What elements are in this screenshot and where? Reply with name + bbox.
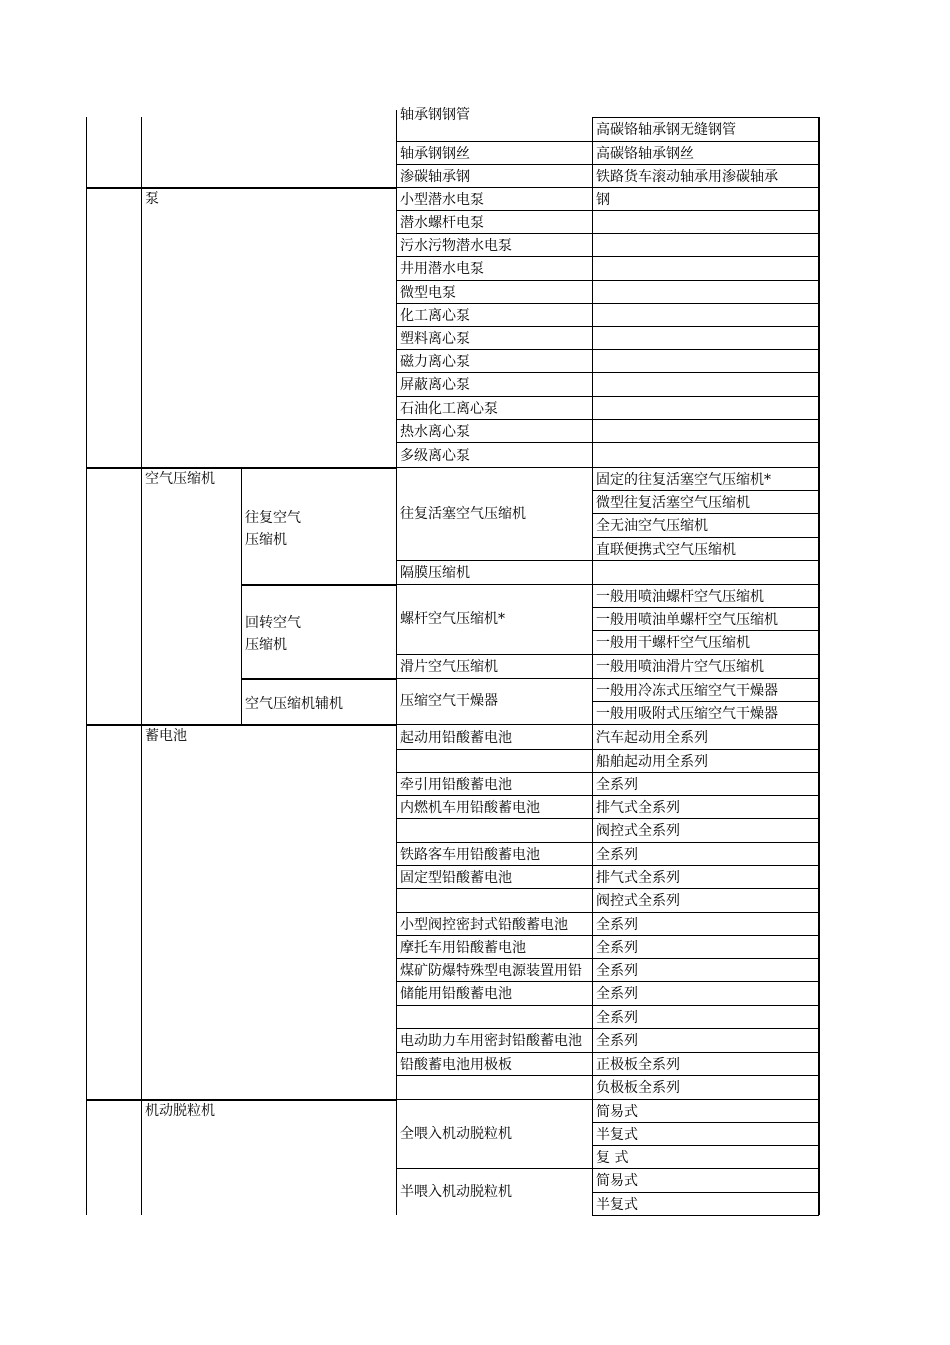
product-cell: 微型电泵 [400,284,456,301]
grid-line-v [86,117,87,1215]
model-cell: 铁路货车滚动轴承用渗碳轴承 [596,168,778,185]
model-cell: 全系列 [596,1009,638,1026]
model-cell: 全系列 [596,1033,638,1049]
model-cell: 排气式全系列 [596,799,680,816]
grid-line-h [396,1075,593,1076]
grid-line-h [241,584,397,586]
model-cell: 一般用吸附式压缩空气干燥器 [596,705,778,722]
grid-line-h [592,210,819,211]
grid-line-h [592,584,819,585]
grid-line-h [396,935,593,936]
grid-line-h [396,1168,593,1169]
grid-line-h [396,141,593,142]
grid-line-h [396,442,593,443]
grid-line-h [396,818,593,819]
merged-product-cell: 往复活塞空气压缩机 [400,505,526,522]
grid-line-h [592,1075,819,1076]
grid-line-h [592,326,819,327]
grid-line-h [592,1168,819,1169]
product-cell: 滑片空气压缩机 [400,659,498,675]
merged-product-cell: 压缩空气干燥器 [400,693,498,709]
subgroup-cell: 往复空气 压缩机 [245,509,301,548]
grid-line-h [592,724,819,725]
model-cell: 微型往复活塞空气压缩机 [596,494,750,511]
model-cell: 钢 [596,191,610,208]
merged-product-cell: 半喂入机动脱粒机 [400,1183,512,1200]
grid-line-h [241,678,397,680]
model-cell: 全系列 [596,776,638,793]
product-cell: 塑料离心泵 [400,330,470,347]
model-cell: 复 式 [596,1149,629,1166]
model-cell: 排气式全系列 [596,869,680,886]
grid-line-v [241,467,242,724]
product-cell: 井用潜水电泵 [400,261,484,277]
grid-line-h [396,256,593,257]
grid-line-h [396,372,593,373]
grid-line-h [86,467,397,469]
grid-line-h [592,842,819,843]
product-cell: 起动用铅酸蓄电池 [400,729,512,746]
product-cell: 隔膜压缩机 [400,565,470,581]
grid-line-h [592,888,819,889]
grid-line-h [592,560,819,561]
product-cell: 热水离心泵 [400,423,470,440]
grid-line-h [592,164,819,165]
grid-line-h [592,187,819,188]
category-cell: 蓄电池 [145,728,187,744]
grid-line-h [396,795,593,796]
model-cell: 全系列 [596,916,638,933]
model-cell: 全无油空气压缩机 [596,518,708,534]
grid-line-h [592,1005,819,1006]
product-cell: 牵引用铅酸蓄电池 [400,776,512,793]
grid-line-h [592,490,819,491]
grid-line-h [592,396,819,397]
grid-line-h [592,1192,819,1193]
product-cell: 多级离心泵 [400,447,470,464]
model-cell: 简易式 [596,1103,638,1120]
grid-line-h [396,560,593,561]
model-cell: 全系列 [596,962,638,979]
grid-line-h [592,1028,819,1029]
model-cell: 汽车起动用全系列 [596,729,708,746]
product-cell: 化工离心泵 [400,307,470,324]
grid-line-h [396,1028,593,1029]
grid-line-h [396,1005,593,1006]
grid-line-h [396,303,593,304]
model-cell: 全系列 [596,846,638,863]
product-cell: 内燃机车用铅酸蓄电池 [400,799,540,816]
product-cell: 小型阀控密封式铅酸蓄电池 [400,916,568,933]
model-cell: 一般用喷油单螺杆空气压缩机 [596,611,778,628]
grid-line-h [396,772,593,773]
category-cell: 泵 [145,191,159,207]
grid-line-h [592,349,819,350]
grid-line-h [396,678,593,679]
grid-line-h [592,818,819,819]
model-cell: 高碳铬轴承钢无缝钢管 [596,122,736,138]
product-cell: 铁路客车用铅酸蓄电池 [400,846,540,863]
grid-line-h [592,280,819,281]
grid-line-h [592,117,819,118]
grid-line-h [396,842,593,843]
product-cell: 摩托车用铅酸蓄电池 [400,939,526,956]
model-cell: 阀控式全系列 [596,893,680,909]
grid-line-v [396,110,397,1215]
grid-line-h [592,1052,819,1053]
grid-line-h [592,256,819,257]
grid-line-h [396,233,593,234]
grid-line-h [592,372,819,373]
grid-line-h [396,187,593,188]
grid-line-h [592,678,819,679]
model-cell: 固定的往复活塞空气压缩机* [596,471,771,488]
model-cell: 全系列 [596,986,638,1002]
model-cell: 直联便携式空气压缩机 [596,541,736,558]
grid-line-h [396,981,593,982]
grid-line-h [396,396,593,397]
grid-line-h [396,749,593,750]
grid-line-v [818,117,820,1215]
grid-line-h [592,630,819,631]
product-cell: 轴承钢钢丝 [400,145,470,162]
model-cell: 阀控式全系列 [596,823,680,839]
product-cell: 屏蔽离心泵 [400,377,470,393]
grid-line-h [86,187,397,189]
grid-line-v [592,117,593,1215]
grid-line-h [396,912,593,913]
merged-product-cell: 全喂入机动脱粒机 [400,1125,512,1142]
grid-line-h [396,349,593,350]
model-cell: 一般用干螺杆空气压缩机 [596,635,750,651]
grid-line-h [86,1099,397,1101]
product-cell: 煤矿防爆特殊型电源装置用铅 [400,962,582,979]
grid-line-h [592,912,819,913]
model-cell: 一般用喷油螺杆空气压缩机 [596,588,764,605]
product-cell: 渗碳轴承钢 [400,168,470,185]
grid-line-h [396,724,593,725]
grid-line-h [396,865,593,866]
grid-line-h [592,141,819,142]
grid-line-h [396,654,593,655]
grid-line-h [396,888,593,889]
grid-line-h [592,935,819,936]
grid-line-h [592,749,819,750]
grid-line-h [592,865,819,866]
model-cell: 半复式 [596,1126,638,1143]
grid-line-v [141,117,142,1215]
grid-line-h [396,419,593,420]
product-cell: 电动助力车用密封铅酸蓄电池 [400,1033,582,1049]
grid-line-h [592,958,819,959]
grid-line-h [592,701,819,702]
model-cell: 一般用喷油滑片空气压缩机 [596,659,764,675]
model-cell: 船舶起动用全系列 [596,753,708,770]
product-cell: 磁力离心泵 [400,353,470,370]
grid-line-h [396,1099,593,1100]
grid-line-h [592,981,819,982]
model-cell: 简易式 [596,1173,638,1189]
grid-line-h [592,419,819,420]
model-cell: 正极板全系列 [596,1056,680,1073]
grid-line-h [592,607,819,608]
product-cell: 石油化工离心泵 [400,400,498,417]
grid-line-h [592,442,819,443]
merged-product-cell: 螺杆空气压缩机* [400,611,505,627]
grid-line-h [592,654,819,655]
grid-line-h [396,280,593,281]
product-cell: 轴承钢钢管 [400,106,470,123]
grid-line-h [592,795,819,796]
grid-line-h [396,467,593,468]
product-cell: 铅酸蓄电池用极板 [400,1056,512,1073]
grid-line-h [592,1099,819,1100]
grid-line-h [592,1122,819,1123]
grid-line-h [396,958,593,959]
grid-line-h [592,467,819,468]
product-cell: 污水污物潜水电泵 [400,237,512,254]
grid-line-h [396,164,593,165]
category-cell: 空气压缩机 [145,471,215,487]
grid-line-h [592,537,819,538]
grid-line-h [592,513,819,514]
grid-line-h [86,724,397,726]
model-cell: 半复式 [596,1196,638,1213]
grid-line-h [592,772,819,773]
grid-line-h [592,303,819,304]
grid-line-h [592,1215,819,1216]
model-cell: 一般用冷冻式压缩空气干燥器 [596,682,778,699]
grid-line-h [592,1145,819,1146]
grid-line-h [396,584,593,585]
product-cell: 小型潜水电泵 [400,191,484,208]
grid-line-h [396,1052,593,1053]
grid-line-h [396,210,593,211]
grid-line-h [396,326,593,327]
grid-line-h [592,233,819,234]
subgroup-cell: 空气压缩机辅机 [245,696,343,712]
model-cell: 全系列 [596,939,638,956]
product-cell: 潜水螺杆电泵 [400,214,484,231]
category-cell: 机动脱粒机 [145,1103,215,1119]
model-cell: 高碳铬轴承钢丝 [596,145,694,162]
subgroup-cell: 回转空气 压缩机 [245,615,301,653]
model-cell: 负极板全系列 [596,1080,680,1096]
product-cell: 储能用铅酸蓄电池 [400,986,512,1002]
product-cell: 固定型铅酸蓄电池 [400,869,512,886]
